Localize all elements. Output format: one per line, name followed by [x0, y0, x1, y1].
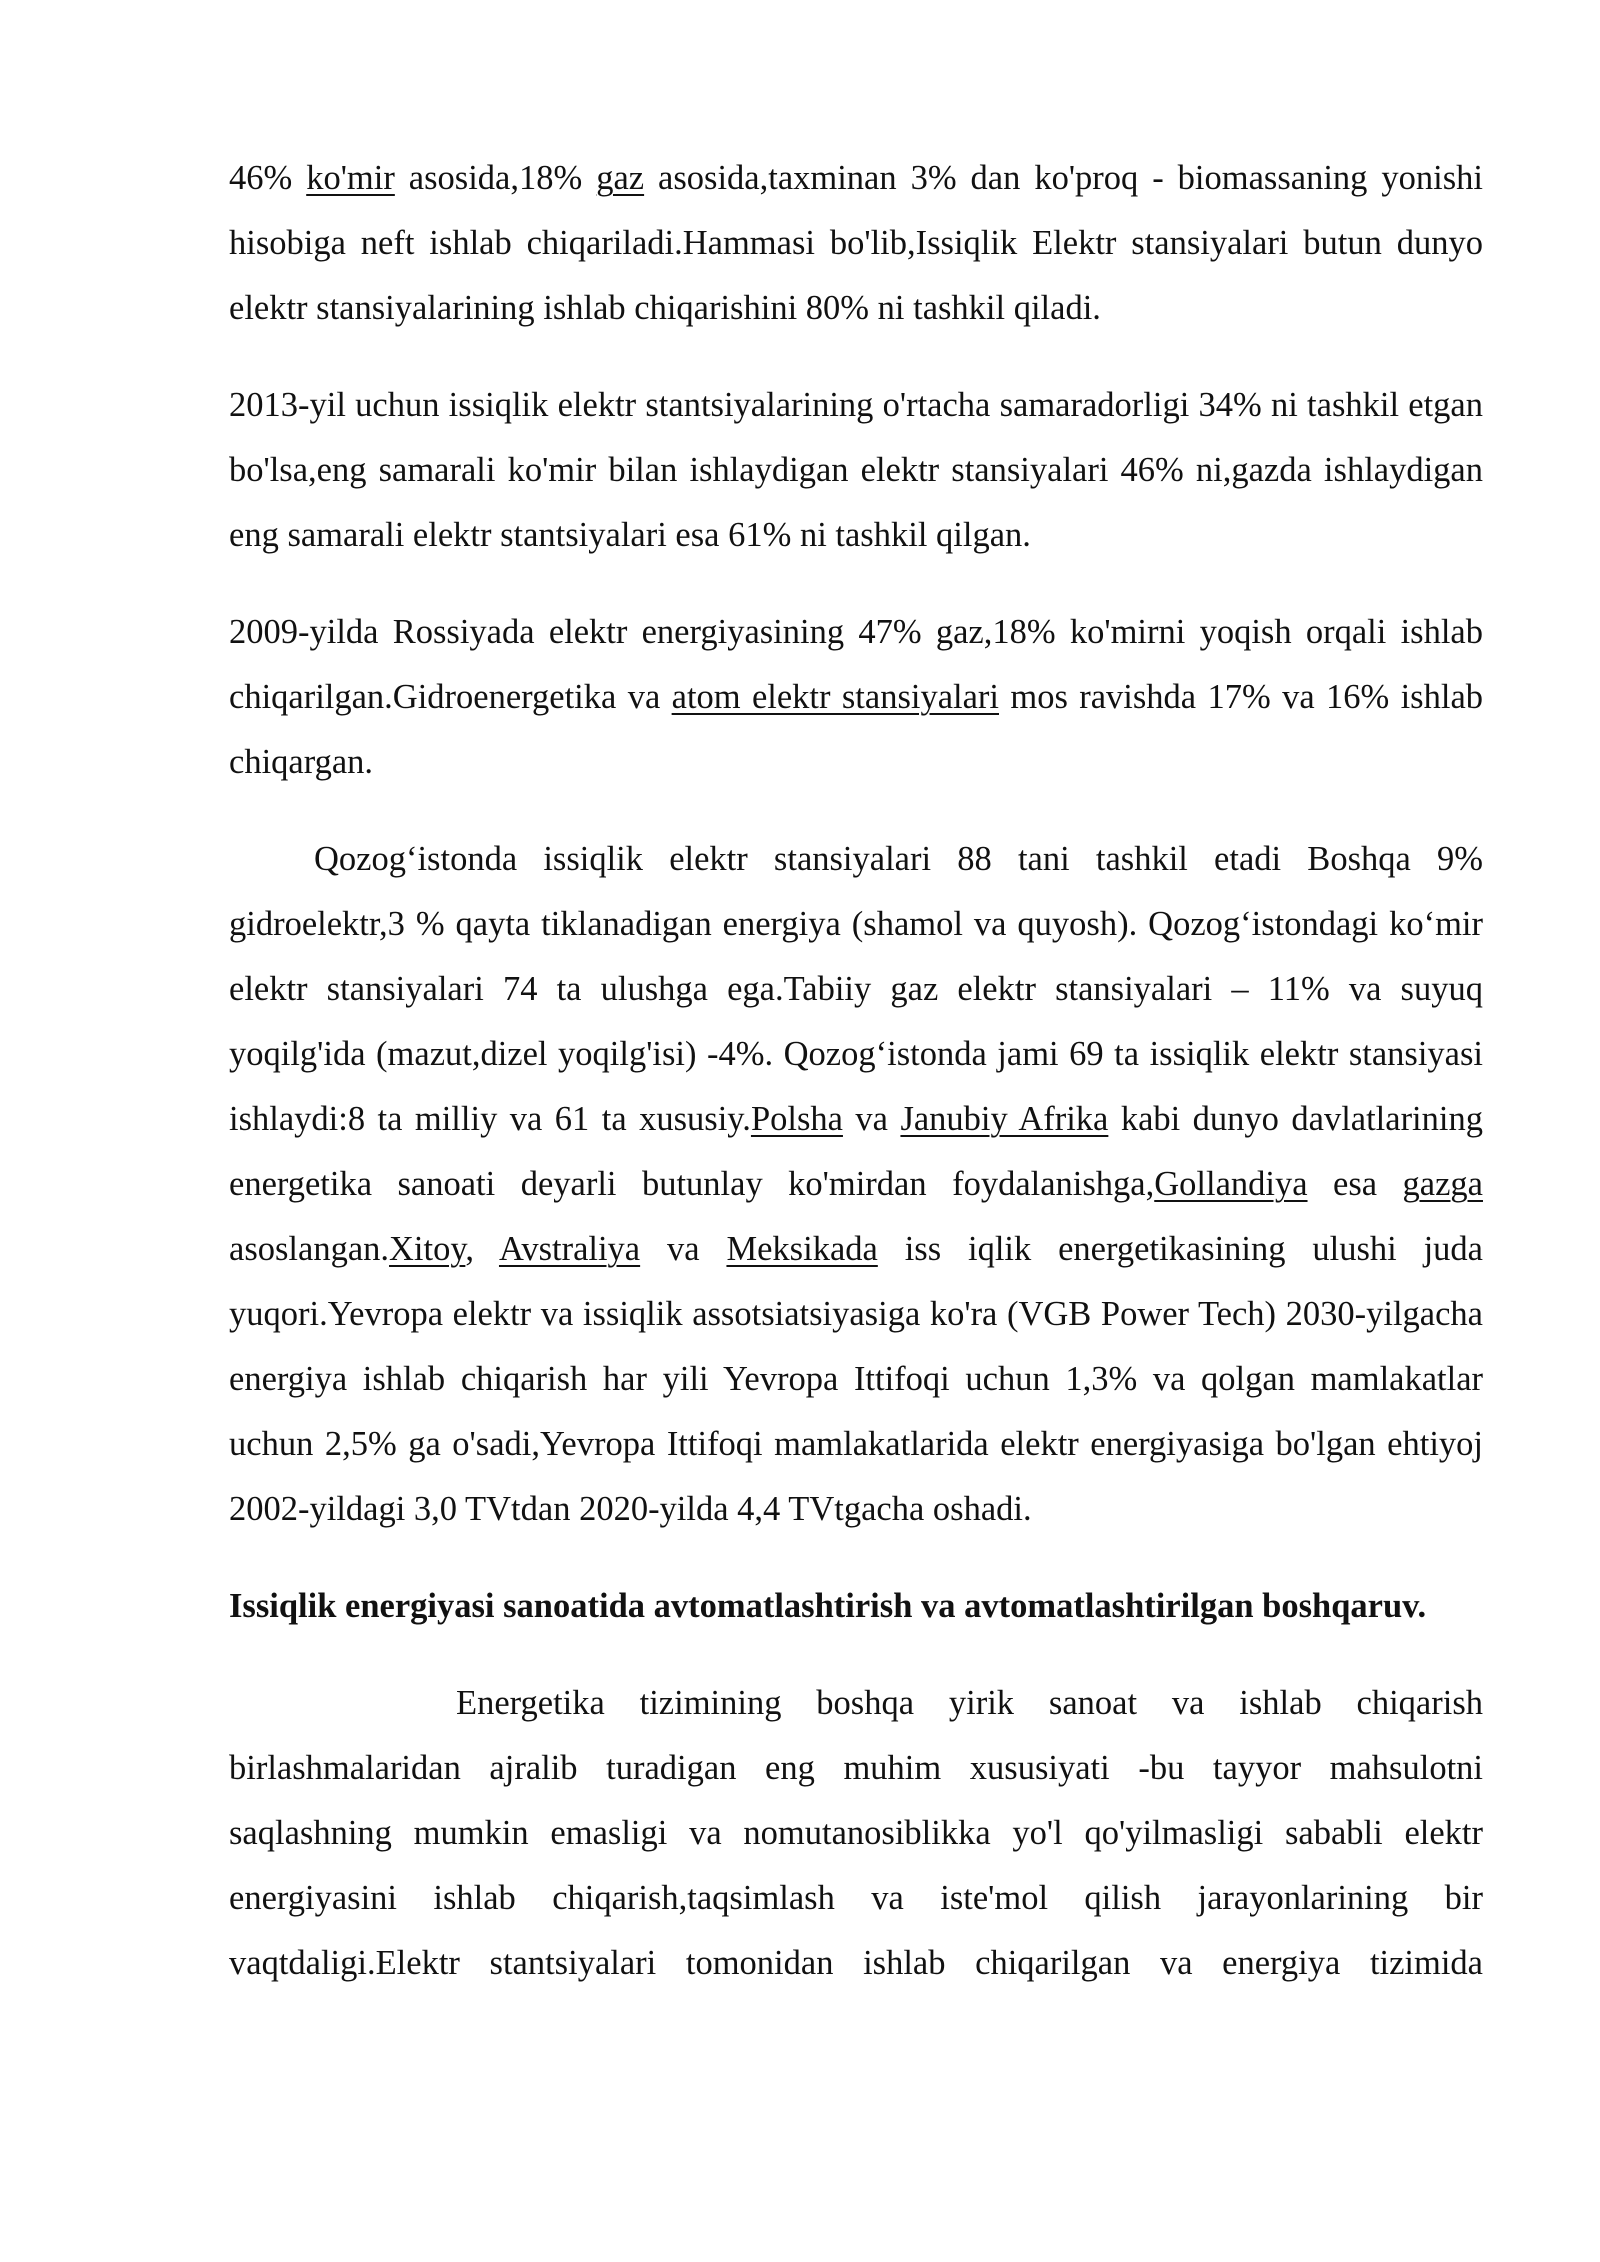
paragraph-text: ,: [465, 1230, 499, 1268]
hyperlink[interactable]: Janubiy Afrika: [900, 1100, 1109, 1138]
paragraph-5: [229, 1671, 1483, 1996]
hyperlink[interactable]: atom elektr stansiyalari: [671, 678, 999, 716]
paragraph-text: 2013-yil uchun issiqlik elektr stantsiyalarining o'rtacha samaradorligi 34% ni tashkil etgan bo'lsa,eng samarali ko'mir bilan ishlaydigan elektr stansiyalari 46% ni,gazda ishlaydigan eng samarali elektr stantsiyalari esa 61% ni tashkil qilgan.: [229, 386, 1483, 554]
hyperlink[interactable]: Xitoy: [389, 1230, 466, 1268]
hyperlink[interactable]: ko'mir: [306, 159, 395, 197]
paragraph-text: va: [842, 1100, 901, 1138]
paragraph-text: 46%: [229, 159, 307, 197]
hyperlink[interactable]: Avstraliya: [498, 1230, 641, 1268]
paragraph-text: asosida,18%: [394, 159, 597, 197]
paragraph-4: [229, 827, 1483, 1542]
paragraph-text: va: [640, 1230, 727, 1268]
hyperlink[interactable]: Gollandiya: [1154, 1165, 1308, 1203]
section-heading: Issiqlik energiyasi sanoatida avtomatlashtirish va avtomatlashtirilgan boshqaruv.: [229, 1587, 1427, 1625]
paragraph-text: mos ravishda 17% va 16% ishlab chiqargan.: [229, 678, 1484, 781]
paragraph-3: [229, 600, 1483, 795]
paragraph-text: asosida,taxminan 3% dan ko'proq - biomassaning yonishi hisobiga neft ishlab chiqariladi.Hammasi bo'lib,Issiqlik Elektr stansiyalari butun dunyo elektr stansiyalarining ishlab chiqarishini 80% ni tashkil qiladi.: [229, 159, 1483, 327]
paragraph-2: [229, 373, 1483, 568]
paragraph-text: esa: [1307, 1165, 1403, 1203]
paragraph-1: [229, 146, 1483, 341]
document-page: [229, 146, 1483, 2028]
hyperlink[interactable]: Polsha: [750, 1100, 843, 1138]
paragraph-text: 2009-yilda Rossiyada elektr energiyasining 47% gaz,18% ko'mirni yoqish orqali ishlab chiqarilgan.Gidroenergetika va: [229, 613, 1483, 716]
paragraph-text: Qozog‘istonda issiqlik elektr stansiyalari 88 tani tashkil etadi Boshqa 9% gidroelektr,3 % qayta tiklanadigan energiya (shamol va quyosh). Qozog‘istondagi ko‘mir elektr stansiyalari 74 ta ulushga ega.Tabiiy gaz elektr stansiyalari – 11% va suyuq yoqilg'ida (mazut,dizel yoqilg'isi) -4%. Qozog‘istonda jami 69 ta issiqlik elektr stansiyasi ishlaydi:8 ta milliy va 61 ta xususiy.: [229, 840, 1483, 1138]
paragraph-text: Energetika tizimining boshqa yirik sanoat va ishlab chiqarish birlashmalaridan ajralib turadigan eng muhim xususiyati -bu tayyor mahsulotni saqlashning mumkin emasligi va nomutanosiblikka yo'l qo'yilmasligi sababli elektr energiyasini ishlab chiqarish,taqsimlash va iste'mol qilish jarayonlarining bir vaqtdaligi.Elektr stantsiyalari tomonidan ishlab chiqarilgan va energiya tizimida: [229, 1684, 1483, 1982]
paragraph-text: kabi dunyo davlatlarining energetika sanoati deyarli butunlay ko'mirdan foydalanishga,: [229, 1100, 1483, 1203]
hyperlink[interactable]: Meksikada: [726, 1230, 878, 1268]
hyperlink[interactable]: gazga: [1402, 1165, 1483, 1203]
paragraph-text: iss iqlik energetikasining ulushi juda yuqori.Yevropa elektr va issiqlik assotsiatsiyasiga ko'ra (VGB Power Tech) 2030-yilgacha energiya ishlab chiqarish har yili Yevropa Ittifoqi uchun 1,3% va qolgan mamlakatlar uchun 2,5% ga o'sadi,Yevropa Ittifoqi mamlakatlarida elektr energiyasiga bo'lgan ehtiyoj 2002-yildagi 3,0 TVtdan 2020-yilda 4,4 TVtgacha oshadi.: [229, 1230, 1483, 1528]
hyperlink[interactable]: gaz: [596, 159, 645, 197]
paragraph-text: asoslangan.: [229, 1230, 390, 1268]
